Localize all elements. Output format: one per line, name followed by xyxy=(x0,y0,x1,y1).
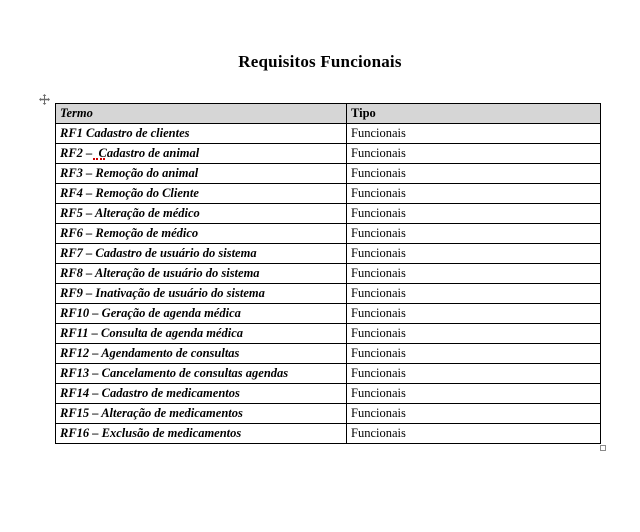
table-row xyxy=(56,404,601,424)
table-row xyxy=(56,364,601,384)
document-page xyxy=(0,52,640,444)
table-header-row xyxy=(56,104,601,124)
termo-cell[interactable]: RF11 – Consulta de agenda médica xyxy=(56,324,347,344)
table-row xyxy=(56,264,601,284)
page-title[interactable]: Requisitos Funcionais xyxy=(238,52,402,71)
termo-cell[interactable]: RF7 – Cadastro de usuário do sistema xyxy=(56,244,347,264)
termo-cell[interactable]: RF4 – Remoção do Cliente xyxy=(56,184,347,204)
tipo-cell[interactable]: Funcionais xyxy=(347,404,601,424)
table-row xyxy=(56,424,601,444)
column-header-termo[interactable]: Termo xyxy=(56,104,347,124)
tipo-cell[interactable]: Funcionais xyxy=(347,124,601,144)
table-row xyxy=(56,324,601,344)
tipo-cell[interactable]: Funcionais xyxy=(347,244,601,264)
termo-cell[interactable]: RF8 – Alteração de usuário do sistema xyxy=(56,264,347,284)
termo-cell[interactable]: RF6 – Remoção de médico xyxy=(56,224,347,244)
requirements-table-container xyxy=(55,103,601,444)
table-move-handle-icon[interactable] xyxy=(39,94,50,105)
table-row xyxy=(56,124,601,144)
tipo-cell[interactable]: Funcionais xyxy=(347,264,601,284)
tipo-cell[interactable]: Funcionais xyxy=(347,324,601,344)
table-row xyxy=(56,304,601,324)
requirements-table xyxy=(55,103,601,444)
termo-cell[interactable]: RF12 – Agendamento de consultas xyxy=(56,344,347,364)
termo-text: RF2 – Cadastro de animal xyxy=(60,146,200,160)
tipo-cell[interactable]: Funcionais xyxy=(347,184,601,204)
termo-cell[interactable]: RF10 – Geração de agenda médica xyxy=(56,304,347,324)
tipo-cell[interactable]: Funcionais xyxy=(347,164,601,184)
tipo-cell[interactable]: Funcionais xyxy=(347,364,601,384)
termo-cell[interactable]: RF14 – Cadastro de medicamentos xyxy=(56,384,347,404)
tipo-cell[interactable]: Funcionais xyxy=(347,304,601,324)
termo-cell[interactable]: RF1 Cadastro de clientes xyxy=(56,124,347,144)
tipo-cell[interactable]: Funcionais xyxy=(347,384,601,404)
termo-cell[interactable] xyxy=(56,144,347,164)
table-row xyxy=(56,244,601,264)
termo-cell[interactable]: RF15 – Alteração de medicamentos xyxy=(56,404,347,424)
termo-cell[interactable]: RF16 – Exclusão de medicamentos xyxy=(56,424,347,444)
table-row xyxy=(56,384,601,404)
termo-cell[interactable]: RF9 – Inativação de usuário do sistema xyxy=(56,284,347,304)
table-resize-handle-icon[interactable] xyxy=(600,445,606,451)
tipo-cell[interactable]: Funcionais xyxy=(347,224,601,244)
table-row xyxy=(56,344,601,364)
tipo-cell[interactable]: Funcionais xyxy=(347,144,601,164)
termo-cell[interactable]: RF3 – Remoção do animal xyxy=(56,164,347,184)
table-row xyxy=(56,224,601,244)
table-row xyxy=(56,204,601,224)
column-header-tipo[interactable]: Tipo xyxy=(347,104,601,124)
table-row xyxy=(56,284,601,304)
tipo-cell[interactable]: Funcionais xyxy=(347,284,601,304)
tipo-cell[interactable]: Funcionais xyxy=(347,344,601,364)
table-row xyxy=(56,184,601,204)
termo-cell[interactable]: RF13 – Cancelamento de consultas agendas xyxy=(56,364,347,384)
tipo-cell[interactable]: Funcionais xyxy=(347,204,601,224)
tipo-cell[interactable]: Funcionais xyxy=(347,424,601,444)
table-row xyxy=(56,144,601,164)
termo-cell[interactable]: RF5 – Alteração de médico xyxy=(56,204,347,224)
table-row xyxy=(56,164,601,184)
